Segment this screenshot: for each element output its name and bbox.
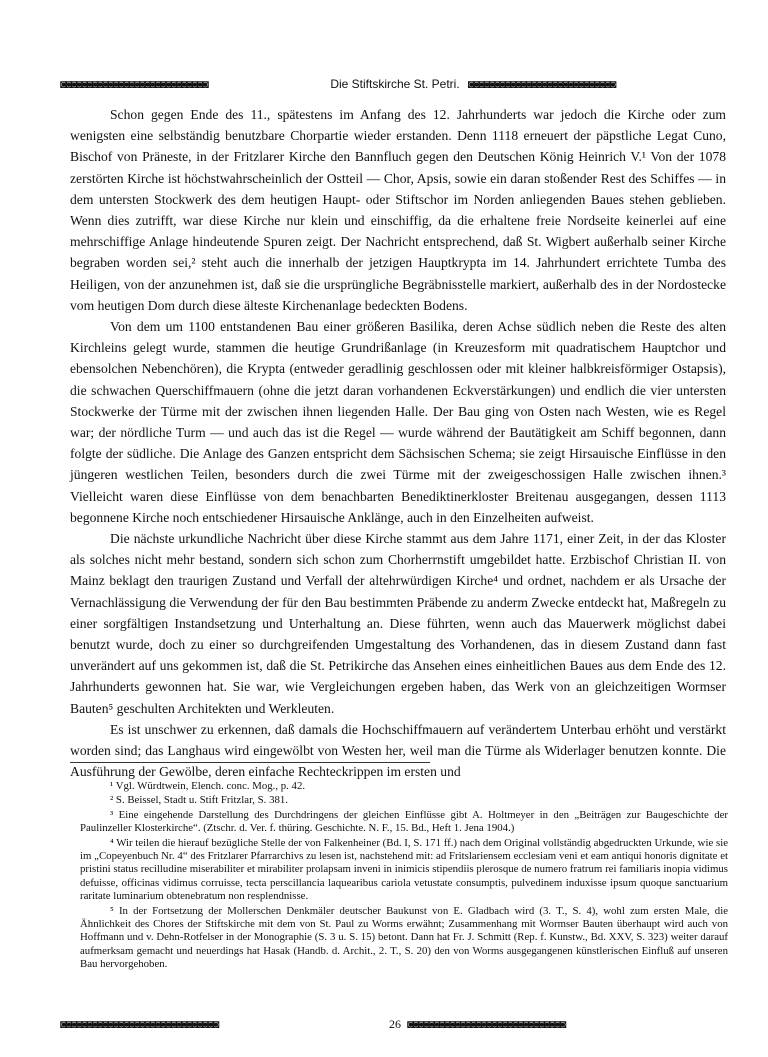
paragraph: Es ist unschwer zu erkennen, daß damals die Hochschiffmauern auf verändertem Unterbau erhöht und verstärkt worden sind; das Langhaus wird eingewölbt von Westen her, weil man die Türme als Widerlager benutzen konnte. Die Ausführung der Gewölbe, deren einfache Rechteckrippen im ersten und <box>70 721 726 780</box>
footnote: ⁵ In der Fortsetzung der Mollerschen Denkmäler deutscher Baukunst von E. Gladbach wird (3. T., S. 4), wohl zum ersten Male, die Ähnlichkeit des Chores der Stiftskirche mit dem von St. Paul zu Worms erwähnt; Zusammenhang mit Wormser Bauten überhaupt wird auch von Hoffmann und v. Dehn-Rotfelser in der Monographie (S. 3 u. S. 15) betont. Dann hat Fr. J. Schmitt (Rep. f. Kunstw., Bd. XXV, S. 323) weiter darauf aufmerksam gemacht und neuerdings hat Hasak (Handb. d. Archit., 2. T., S. 20) den von Worms ausgegangenen künstlerischen Einfluß auf unseren Bau hervorgehoben. <box>80 904 728 971</box>
footnote: ⁴ Wir teilen die hierauf bezügliche Stelle der von Falkenheiner (Bd. I, S. 171 ff.) nach dem Original vollständig abgedruckten Urkunde, wie sie im „Copeyenbuch Nr. 4“ des Fritzlarer Pfarrarchivs zu lesen ist, nachstehend mit: ad Fritslariensem ecclesiam veni et eam antiqui honoris dignitate et pristini status recilludine miserabiliter et mirabiliter prolapsam inveni in inimicis stipendiis plerosque de numero fratrum rei familiaris inopia vidimus defuisse, officinas vidimus corruisse, tecta perscillancia laquearibus cariola vetustate consumptis, pulvedinem induxisse ipsum quoque sanctuarium raritate luminarium obtenebratum non resplendnisse. <box>80 836 728 903</box>
footer-ornament-left: ◙◙◙◙◙◙◙◙◙◙◙◙◙◙◙◙◙◙◙◙◙◙◙◙◙◙◙◙◙◙ <box>60 1017 218 1031</box>
paragraph: Von dem um 1100 entstandenen Bau einer größeren Basilika, deren Achse südlich neben die Reste des alten Kirchleins gelegt wurde, stammen die heutige Grundrißanlage (in Kreuzesform mit quadratischem Hauptchor und ebensolchen Nebenchören), die Krypta (entweder geradlinig geschlossen oder mit kleiner halbkreisförmiger Ostapsis), die schwachen Querschiffmauern (ohne die jetzt daran vorhandenen Eckverstärkungen) und endlich die vier untersten Stockwerke der Türme mit der zwischen ihnen liegenden Halle. Der Bau ging von Osten nach Westen, wie es Regel war; der nördliche Turm — und auch das ist die Regel — wurde während der Bautätigkeit am Schiff begonnen, dann folgte der südliche. Die Anlage des Ganzen entspricht dem Sächsischen Schema; sie zeigt Hirsauische Einflüsse in den jüngeren westlichen Teilen, besonders durch die zwei Türme mit der zweigeschossigen Halle zwischen ihnen.³ Vielleicht waren diese Einflüsse von dem benachbarten Benediktinerkloster Breitenau ausgegangen, dessen 1113 begonnene Kirche noch entschiedener Hirsauische Anklänge, auch in den Einzelheiten aufweist. <box>70 319 726 525</box>
paragraph: Schon gegen Ende des 11., spätestens im Anfang des 12. Jahrhunderts war jedoch die Kirche oder zum wenigsten eine selbständig benutzbare Chorpartie wieder erstanden. Denn 1118 erneuert der päpstliche Legat Cuno, Bischof von Pränestе, in der Fritzlarer Kirche den Bannfluch gegen den Deutschen König Heinrich V.¹ Von der 1078 zerstörten Kirche ist höchstwahrscheinlich der Ostteil — Chor, Apsis, sowie ein daran stoßender Rest des Schiffes — in dem untersten Stockwerk des dem heutigen Haupt- oder Stiftschor im Norden anliegenden Baues stehen geblieben. Wenn dies zutrifft, war diese Kirche nur klein und einschiffig, da die erhaltene freie Nordseite keinerlei auf eine mehrschiffige Anlage hindeutende Spuren zeigt. Der Nachricht entsprechend, daß St. Wigbert außerhalb seiner Kirche begraben worden sei,² steht auch die innerhalb der jetzigen Hauptkrypta im 14. Jahrhundert errichtete Tumba des Heiligen, von der anzunehmen ist, daß sie die ursprüngliche Begräbnisstelle markiert, außerhalb des in der Nordostecke vom heutigen Dom durch diese älteste Kirchenanlage bedeckten Bodens. <box>70 107 726 313</box>
footnote-divider <box>70 762 430 763</box>
page-footer <box>60 1014 730 1034</box>
page-number: 26 <box>389 1016 401 1031</box>
footer-ornament-right: ◙◙◙◙◙◙◙◙◙◙◙◙◙◙◙◙◙◙◙◙◙◙◙◙◙◙◙◙◙◙ <box>407 1017 565 1031</box>
footnotes <box>80 780 728 973</box>
header-ornament-left: ◙◙◙◙◙◙◙◙◙◙◙◙◙◙◙◙◙◙◙◙◙◙◙◙◙◙◙◙ <box>60 77 207 91</box>
footnote: ² S. Beissel, Stadt u. Stift Fritzlar, S. 381. <box>110 794 288 807</box>
paragraph: Die nächste urkundliche Nachricht über diese Kirche stammt aus dem Jahre 1171, einer Zeit, in der das Kloster als solches nicht mehr bestand, sondern sich schon zum Chorherrnstift umgebildet hatte. Erzbischof Christian II. von Mainz beklagt den traurigen Zustand und Verfall der altehrwürdigen Kirche⁴ und ordnet, nachdem er als Ursache der Vernachlässigung die Verwendung der für den Bau bestimmten Präbende zu anderm Zwecke entdeckt hat, Maßregeln zu einer sorgfältigen Instandsetzung und Unterhaltung an. Diese führten, wenn auch das Mauerwerk möglichst dabei benutzt wurde, doch zu einer so durchgreifenden Umgestaltung des Vorhandenen, das in diesem Zustand dann fast unverändert auf uns gekommen ist, daß die St. Petrikirche das Ansehen eines einheitlichen Baues aus dem Ende des 12. Jahrhunderts gewonnen hat. Sie war, wie Vergleichungen ergeben haben, das Werk von an gleichzeitigen Wormser Bauten⁵ geschulten Architekten und Werkleuten. <box>70 531 726 716</box>
main-text <box>70 104 726 783</box>
running-title: Die Stiftskirche St. Petri. <box>330 77 460 91</box>
header-ornament-right: ◙◙◙◙◙◙◙◙◙◙◙◙◙◙◙◙◙◙◙◙◙◙◙◙◙◙◙◙ <box>467 77 615 91</box>
running-header <box>60 72 730 96</box>
footnote: ¹ Vgl. Würdtwein, Elench. conc. Mog., p. 42. <box>110 780 306 792</box>
footnote: ³ Eine eingehende Darstellung des Durchdringens der gleichen Einflüsse gibt A. Holtmeyer in den „Beiträgen zur Baugeschichte der Paulinzeller Klosterkirche“. (Ztschr. d. Ver. f. thüring. Geschichte. N. F., 15. Bd., Heft 1. Jena 1904.) <box>80 808 728 835</box>
